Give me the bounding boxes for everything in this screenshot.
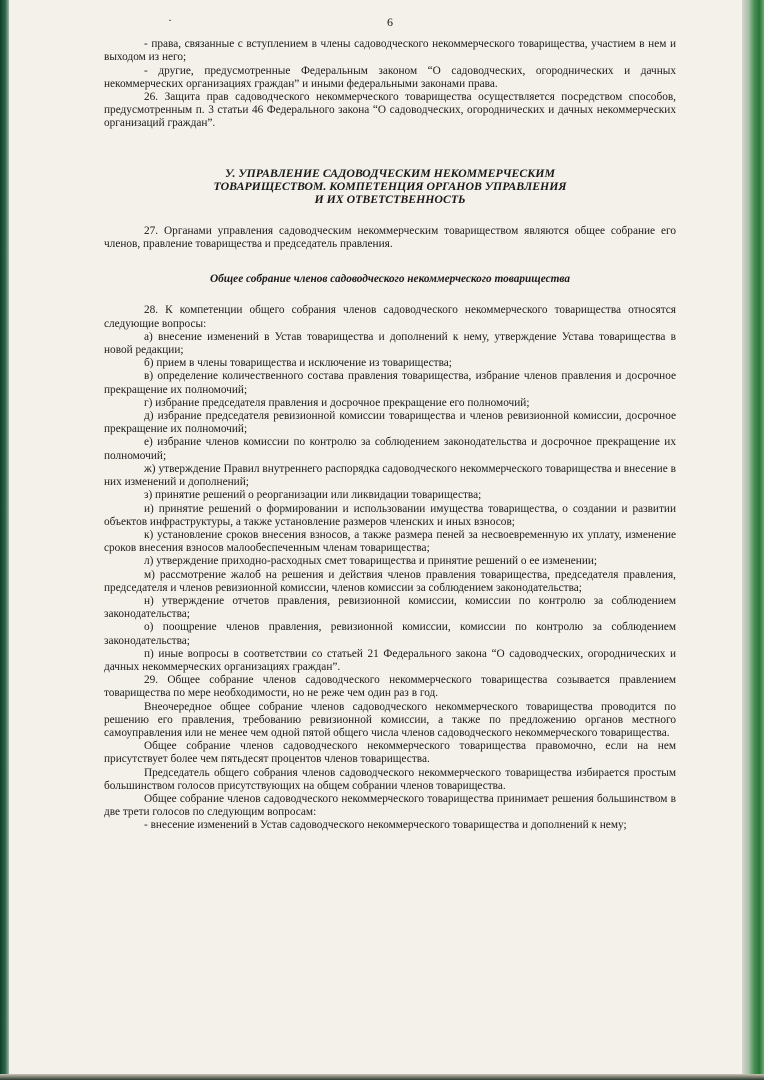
scan-edge-bottom [0, 1074, 764, 1080]
list-item: ж) утверждение Правил внутреннего распорядка садоводческого некоммерческого товарищества и внесение в них изменений и дополнений; [104, 462, 676, 489]
list-item: д) избрание председателя ревизионной комиссии товарищества и членов ревизионной комиссии, досрочное прекращение их полномочий; [104, 410, 676, 436]
section-heading [104, 167, 676, 207]
list-item: п) иные вопросы в соответствии со статьей 21 Федерального закона “О садоводческих, огороднических и дачных некоммерческих организациях граждан”. [104, 647, 676, 673]
list-item: б) прием в члены товарищества и исключение из товарищества; [144, 357, 452, 370]
list-item: и) принятие решений о формировании и использовании имущества товарищества, о создании и развитии объектов инфраструктуры, а также установление размеров членских и иных взносов; [104, 502, 676, 528]
list-item: - внесение изменений в Устав садоводческого некоммерческого товарищества и дополнений к нему; [144, 819, 627, 832]
paragraph-27: 27. Органами управления садоводческим некоммерческим товариществом являются общее собрание его членов, правление товарищества и председатель правления. [104, 224, 676, 251]
paragraph: Председатель общего собрания членов садоводческого некоммерческого товарищества избирается простым большинством голосов присутствующих на общем собрании членов товарищества. [104, 766, 676, 792]
paragraph: - другие, предусмотренные Федеральным законом “О садоводческих, огороднических и дачных некоммерческих организациях граждан” и иными федеральными законами права. [104, 64, 676, 90]
list-item: н) утверждение отчетов правления, ревизионной комиссии, комиссии по контролю за соблюдением законодательства; [104, 594, 676, 621]
paragraph: 26. Защита прав садоводческого некоммерческого товарищества осуществляется посредством способов, предусмотренным п. 3 статьи 46 Федерального закона “О садоводческих, огороднических и дачных некоммерческих организаций граждан”. [104, 91, 676, 130]
document-page [104, 13, 676, 833]
page-number: 6 [387, 15, 393, 29]
list-item: к) установление сроков внесения взносов, а также размера пеней за несвоевременную их уплату, изменение сроков внесения взносов малообеспеченным членам товарищества; [104, 528, 676, 555]
list-item: е) избрание членов комиссии по контролю за соблюдением законодательства и досрочное прекращение их полномочий; [104, 436, 676, 462]
list-item: в) определение количественного состава правления товарищества, избрание членов правления и досрочное прекращение их полномочий; [104, 370, 676, 396]
scan-edge-right [742, 0, 764, 1080]
paragraph: Внеочередное общее собрание членов садоводческого некоммерческого товарищества проводится по решению его правления, требованию ревизионной комиссии, а также по предложению органов местного самоуправления или не менее чем одной пятой общего числа членов садоводческого некоммерческого товарищества. [104, 700, 676, 739]
subsection-heading: Общее собрание членов садоводческого некоммерческого товарищества [209, 273, 571, 286]
paragraph: Общее собрание членов садоводческого некоммерческого товарищества принимает решения большинством в две трети голосов по следующим вопросам: [104, 792, 676, 819]
scan-speck: · [168, 13, 172, 27]
list-item: а) внесение изменений в Устав товарищества и дополнений к нему, утверждение Устава товарищества в новой редакции; [104, 330, 676, 357]
section-heading-line: У. УПРАВЛЕНИЕ САДОВОДЧЕСКИМ НЕКОММЕРЧЕСКИМ [225, 165, 555, 180]
list-item: л) утверждение приходно-расходных смет товарищества и принятие решений о ее изменении; [144, 555, 598, 568]
list-item: з) принятие решений о реорганизации или ликвидации товарищества; [144, 489, 482, 502]
list-item: м) рассмотрение жалоб на решения и действия членов правления товарищества, председателя правления, председателя и членов ревизионной комиссии, членов комиссии за соблюдением законодательства; [104, 568, 676, 594]
list-item: г) избрание председателя правления и досрочное прекращение его полномочий; [144, 396, 530, 409]
list-item: о) поощрение членов правления, ревизионной комиссии, комиссии по контролю за соблюдением законодательства; [104, 621, 676, 647]
scan-edge-left [0, 0, 9, 1080]
paragraph-29: 29. Общее собрание членов садоводческого некоммерческого товарищества созывается правлением товарищества по мере необходимости, но не реже чем один раз в год. [104, 674, 676, 700]
paragraph: - права, связанные с вступлением в члены садоводческого некоммерческого товарищества, участием в нем и выходом из него; [104, 38, 676, 64]
section-heading-line: И ИХ ОТВЕТСТВЕННОСТЬ [314, 192, 466, 207]
paragraph-28-intro: 28. К компетенции общего собрания членов садоводческого некоммерческого товарищества относятся следующие вопросы: [104, 304, 676, 330]
paragraph: Общее собрание членов садоводческого некоммерческого товарищества правомочно, если на нем присутствует более чем пятьдесят процентов членов товарищества. [104, 740, 676, 766]
section-heading-line: ТОВАРИЩЕСТВОМ. КОМПЕТЕНЦИЯ ОРГАНОВ УПРАВЛЕНИЯ [213, 179, 567, 194]
